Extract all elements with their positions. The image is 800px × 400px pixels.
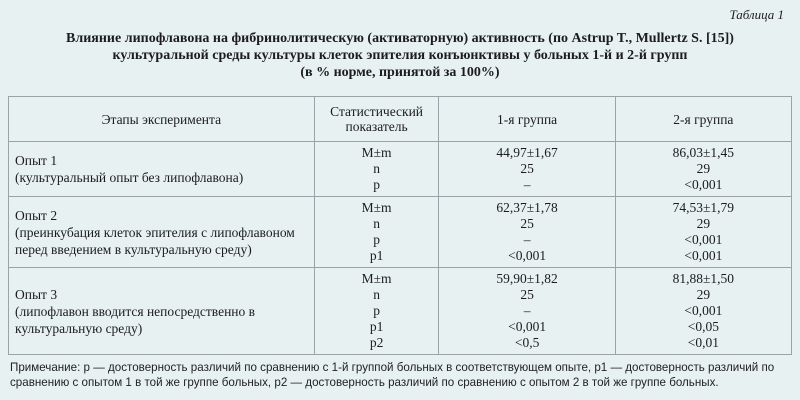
stat-value: p1: [369, 319, 384, 334]
stat-value: p: [373, 232, 380, 247]
stat-cell: [314, 197, 439, 268]
stat-value: p: [373, 177, 380, 192]
table-row: [9, 268, 792, 355]
experiment-cell: [9, 197, 315, 268]
group2-cell: [615, 197, 791, 268]
stat-value: M±m: [361, 200, 392, 215]
group1-value: 62,37±1,78: [496, 200, 558, 215]
title-line-2: культуральной среды культуры клеток эпителия конъюнктивы у больных 1-й и 2-й групп: [112, 48, 688, 63]
group2-value: 29: [696, 216, 711, 231]
group2-value: <0,05: [687, 319, 719, 334]
group1-value: 25: [520, 216, 534, 231]
table-row: [9, 197, 792, 268]
header-stage: Этапы эксперимента: [9, 97, 315, 142]
header-row: [9, 97, 792, 142]
stat-value: M±m: [361, 145, 392, 160]
stat-value: n: [373, 161, 380, 176]
experiment-desc: (липофлавон вводится непосредственно в культуральную среду): [15, 303, 256, 336]
group1-value: –: [523, 177, 531, 192]
group1-cell: [439, 268, 615, 355]
header-group2: 2-я группа: [615, 97, 791, 142]
experiment-cell: [9, 142, 315, 197]
group1-value: <0,001: [508, 319, 547, 334]
group2-value: <0,001: [684, 232, 723, 247]
group1-value: –: [523, 232, 531, 247]
table-title: [0, 30, 800, 81]
table-row: [9, 142, 792, 197]
group1-value: 44,97±1,67: [496, 145, 558, 160]
results-table: [8, 96, 792, 355]
title-line-3: (в % норме, принятой за 100%): [300, 65, 500, 80]
group1-value: <0,001: [508, 248, 547, 263]
stat-value: p2: [369, 335, 384, 350]
group2-value: 81,88±1,50: [672, 271, 735, 286]
group1-cell: [439, 197, 615, 268]
stat-cell: [314, 142, 439, 197]
group2-value: <0,01: [687, 335, 719, 350]
experiment-desc: (культуральный опыт без липофлавона): [15, 170, 244, 185]
group1-cell: [439, 142, 615, 197]
stat-value: p1: [369, 248, 384, 263]
header-stat: Статистический показатель: [314, 97, 439, 142]
group2-value: <0,001: [684, 303, 723, 318]
title-line-1: Влияние липофлавона на фибринолитическую (активаторную) активность (по Astrup T., Mullertz S. [15]): [66, 31, 734, 46]
group1-value: <0,5: [514, 335, 540, 350]
stat-cell: [314, 268, 439, 355]
group1-value: 25: [520, 161, 534, 176]
experiment-desc: (преинкубация клеток эпителия с липофлавоном перед введением в культуральную среду): [15, 224, 295, 257]
stat-value: n: [373, 216, 380, 231]
group2-cell: [615, 142, 791, 197]
group1-value: 59,90±1,82: [496, 271, 558, 286]
stat-value: M±m: [361, 271, 392, 286]
experiment-name: Опыт 1: [15, 153, 58, 168]
group2-value: 86,03±1,45: [672, 145, 735, 160]
table-note: Примечание: p — достоверность различий по сравнению с 1-й группой больных в соответствующем опыте, p1 — достоверность различий по сравнению с опытом 1 в той же группе больных, p2 — достоверность различий по сравнению с опытом 2 в той же группе больных.: [10, 361, 775, 389]
header-group1: 1-я группа: [439, 97, 615, 142]
group1-value: –: [523, 303, 531, 318]
experiment-name: Опыт 3: [15, 286, 58, 302]
group2-value: 29: [696, 287, 711, 302]
experiment-cell: [9, 268, 315, 355]
experiment-name: Опыт 2: [15, 207, 58, 223]
stat-value: n: [373, 287, 380, 302]
group2-value: <0,001: [684, 248, 723, 263]
group2-value: 29: [696, 161, 711, 176]
table-label: Таблица 1: [729, 7, 784, 22]
group2-value: 74,53±1,79: [672, 200, 735, 215]
group2-value: <0,001: [684, 177, 723, 192]
group1-value: 25: [520, 287, 534, 302]
stat-value: p: [373, 303, 380, 318]
group2-cell: [615, 268, 791, 355]
